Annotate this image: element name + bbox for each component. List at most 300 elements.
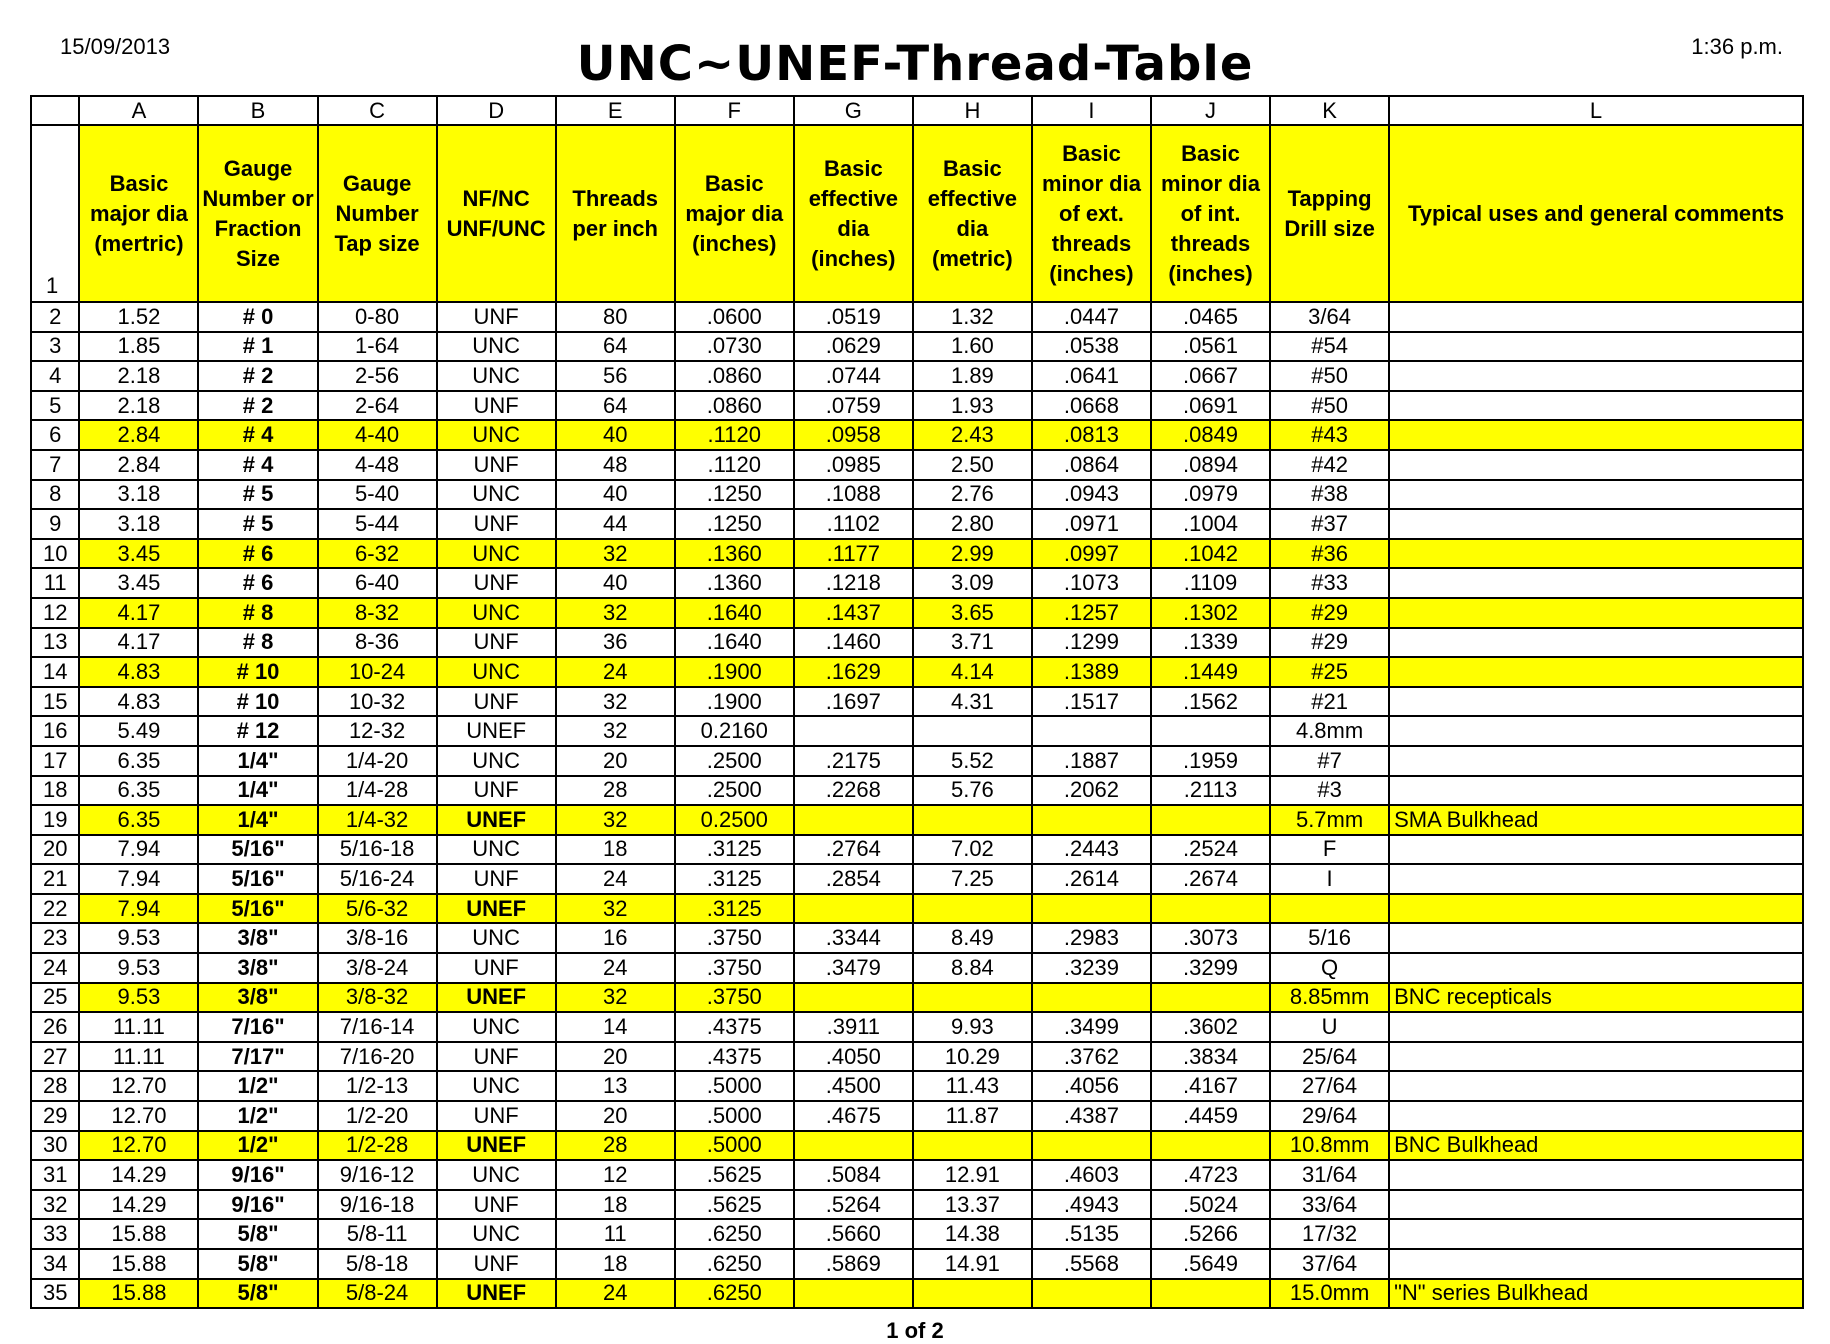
cell-tap-size[interactable]: 5/6-32 xyxy=(318,894,437,924)
cell-tapping-drill[interactable]: #43 xyxy=(1270,420,1389,450)
cell-thread-type[interactable]: UNC xyxy=(437,1219,556,1249)
cell-major-dia-inches[interactable]: .0860 xyxy=(675,361,794,391)
cell-effective-dia-inches[interactable]: .4675 xyxy=(794,1101,913,1131)
cell-minor-dia-int[interactable] xyxy=(1151,894,1270,924)
cell-comment[interactable] xyxy=(1389,716,1803,746)
cell-tpi[interactable]: 64 xyxy=(556,391,675,421)
cell-effective-dia-inches[interactable]: .5660 xyxy=(794,1219,913,1249)
cell-comment[interactable]: SMA Bulkhead xyxy=(1389,805,1803,835)
cell-major-dia-inches[interactable]: .6250 xyxy=(675,1279,794,1309)
cell-major-dia-metric[interactable]: 2.84 xyxy=(79,450,198,480)
cell-minor-dia-ext[interactable]: .1257 xyxy=(1032,598,1151,628)
cell-tapping-drill[interactable]: 10.8mm xyxy=(1270,1131,1389,1161)
cell-effective-dia-inches[interactable]: .0744 xyxy=(794,361,913,391)
cell-major-dia-metric[interactable]: 7.94 xyxy=(79,864,198,894)
cell-effective-dia-inches[interactable] xyxy=(794,1131,913,1161)
cell-thread-type[interactable]: UNF xyxy=(437,391,556,421)
column-header-h[interactable]: H xyxy=(913,96,1032,125)
row-number[interactable]: 13 xyxy=(31,628,79,658)
cell-tapping-drill[interactable]: #38 xyxy=(1270,480,1389,510)
cell-effective-dia-inches[interactable]: .2854 xyxy=(794,864,913,894)
cell-thread-type[interactable]: UNC xyxy=(437,361,556,391)
cell-tapping-drill[interactable]: #21 xyxy=(1270,687,1389,717)
cell-minor-dia-ext[interactable]: .0997 xyxy=(1032,539,1151,569)
cell-tapping-drill[interactable]: I xyxy=(1270,864,1389,894)
cell-tapping-drill[interactable] xyxy=(1270,894,1389,924)
cell-effective-dia-metric[interactable]: 7.25 xyxy=(913,864,1032,894)
row-number[interactable]: 14 xyxy=(31,657,79,687)
cell-gauge[interactable]: # 10 xyxy=(198,657,317,687)
cell-gauge[interactable]: 3/8" xyxy=(198,923,317,953)
cell-major-dia-metric[interactable]: 4.17 xyxy=(79,628,198,658)
cell-tapping-drill[interactable]: Q xyxy=(1270,953,1389,983)
cell-tap-size[interactable]: 1/4-32 xyxy=(318,805,437,835)
cell-tap-size[interactable]: 5/8-24 xyxy=(318,1279,437,1309)
cell-comment[interactable] xyxy=(1389,450,1803,480)
cell-minor-dia-int[interactable] xyxy=(1151,1279,1270,1309)
cell-thread-type[interactable]: UNEF xyxy=(437,983,556,1013)
label-threads-per-inch[interactable]: Threads per inch xyxy=(556,125,675,302)
label-effective-dia-metric[interactable]: Basic effective dia (metric) xyxy=(913,125,1032,302)
cell-effective-dia-metric[interactable]: 4.14 xyxy=(913,657,1032,687)
cell-minor-dia-int[interactable]: .1562 xyxy=(1151,687,1270,717)
column-header-f[interactable]: F xyxy=(675,96,794,125)
cell-major-dia-metric[interactable]: 14.29 xyxy=(79,1160,198,1190)
cell-tapping-drill[interactable]: #36 xyxy=(1270,539,1389,569)
cell-gauge[interactable]: # 10 xyxy=(198,687,317,717)
cell-comment[interactable] xyxy=(1389,1101,1803,1131)
cell-tpi[interactable]: 32 xyxy=(556,539,675,569)
cell-tap-size[interactable]: 2-64 xyxy=(318,391,437,421)
column-header-l[interactable]: L xyxy=(1389,96,1803,125)
column-header-b[interactable]: B xyxy=(198,96,317,125)
cell-minor-dia-ext[interactable]: .5135 xyxy=(1032,1219,1151,1249)
cell-effective-dia-inches[interactable]: .0629 xyxy=(794,332,913,362)
cell-tapping-drill[interactable]: 33/64 xyxy=(1270,1190,1389,1220)
cell-comment[interactable] xyxy=(1389,687,1803,717)
cell-major-dia-inches[interactable]: 0.2160 xyxy=(675,716,794,746)
cell-tpi[interactable]: 24 xyxy=(556,864,675,894)
cell-tap-size[interactable]: 6-32 xyxy=(318,539,437,569)
cell-major-dia-inches[interactable]: .6250 xyxy=(675,1219,794,1249)
cell-minor-dia-ext[interactable]: .3499 xyxy=(1032,1012,1151,1042)
cell-tpi[interactable]: 32 xyxy=(556,983,675,1013)
cell-effective-dia-inches[interactable]: .1088 xyxy=(794,480,913,510)
cell-minor-dia-int[interactable]: .1339 xyxy=(1151,628,1270,658)
cell-major-dia-inches[interactable]: .2500 xyxy=(675,776,794,806)
cell-gauge[interactable]: 3/8" xyxy=(198,983,317,1013)
cell-major-dia-metric[interactable]: 9.53 xyxy=(79,983,198,1013)
cell-minor-dia-ext[interactable]: .4387 xyxy=(1032,1101,1151,1131)
cell-thread-type[interactable]: UNEF xyxy=(437,1131,556,1161)
cell-tap-size[interactable]: 10-24 xyxy=(318,657,437,687)
cell-major-dia-inches[interactable]: .5000 xyxy=(675,1131,794,1161)
cell-minor-dia-int[interactable] xyxy=(1151,805,1270,835)
cell-comment[interactable] xyxy=(1389,391,1803,421)
cell-minor-dia-ext[interactable]: .4943 xyxy=(1032,1190,1151,1220)
cell-comment[interactable] xyxy=(1389,332,1803,362)
cell-tap-size[interactable]: 5-40 xyxy=(318,480,437,510)
label-gauge-number[interactable]: Gauge Number or Fraction Size xyxy=(198,125,317,302)
cell-tap-size[interactable]: 5/16-24 xyxy=(318,864,437,894)
cell-tpi[interactable]: 18 xyxy=(556,1249,675,1279)
cell-minor-dia-ext[interactable]: .1887 xyxy=(1032,746,1151,776)
cell-thread-type[interactable]: UNC xyxy=(437,1160,556,1190)
cell-tpi[interactable]: 11 xyxy=(556,1219,675,1249)
cell-effective-dia-metric[interactable]: 3.65 xyxy=(913,598,1032,628)
cell-tpi[interactable]: 14 xyxy=(556,1012,675,1042)
cell-thread-type[interactable]: UNC xyxy=(437,1071,556,1101)
cell-major-dia-inches[interactable]: .3750 xyxy=(675,953,794,983)
cell-tap-size[interactable]: 5-44 xyxy=(318,509,437,539)
cell-gauge[interactable]: # 8 xyxy=(198,598,317,628)
cell-tpi[interactable]: 28 xyxy=(556,1131,675,1161)
cell-major-dia-inches[interactable]: .3125 xyxy=(675,894,794,924)
cell-minor-dia-int[interactable]: .0465 xyxy=(1151,302,1270,332)
cell-tap-size[interactable]: 1/2-20 xyxy=(318,1101,437,1131)
row-number[interactable]: 16 xyxy=(31,716,79,746)
cell-minor-dia-ext[interactable] xyxy=(1032,1131,1151,1161)
cell-tapping-drill[interactable]: U xyxy=(1270,1012,1389,1042)
column-header-d[interactable]: D xyxy=(437,96,556,125)
cell-tap-size[interactable]: 5/16-18 xyxy=(318,835,437,865)
cell-comment[interactable]: "N" series Bulkhead xyxy=(1389,1279,1803,1309)
column-header-c[interactable]: C xyxy=(318,96,437,125)
cell-effective-dia-metric[interactable]: 1.89 xyxy=(913,361,1032,391)
cell-gauge[interactable]: 5/8" xyxy=(198,1279,317,1309)
cell-tapping-drill[interactable]: 25/64 xyxy=(1270,1042,1389,1072)
cell-comment[interactable] xyxy=(1389,1012,1803,1042)
cell-minor-dia-int[interactable]: .3602 xyxy=(1151,1012,1270,1042)
cell-tpi[interactable]: 36 xyxy=(556,628,675,658)
cell-gauge[interactable]: 5/16" xyxy=(198,894,317,924)
label-basic-major-dia-inches[interactable]: Basic major dia (inches) xyxy=(675,125,794,302)
cell-thread-type[interactable]: UNF xyxy=(437,1101,556,1131)
cell-tap-size[interactable]: 1/4-20 xyxy=(318,746,437,776)
cell-major-dia-inches[interactable]: .2500 xyxy=(675,746,794,776)
cell-major-dia-inches[interactable]: .1250 xyxy=(675,509,794,539)
cell-tpi[interactable]: 24 xyxy=(556,1279,675,1309)
cell-thread-type[interactable]: UNF xyxy=(437,628,556,658)
cell-tap-size[interactable]: 8-36 xyxy=(318,628,437,658)
cell-major-dia-inches[interactable]: .3750 xyxy=(675,923,794,953)
cell-gauge[interactable]: # 1 xyxy=(198,332,317,362)
cell-thread-type[interactable]: UNF xyxy=(437,687,556,717)
cell-tpi[interactable]: 12 xyxy=(556,1160,675,1190)
cell-thread-type[interactable]: UNF xyxy=(437,450,556,480)
cell-effective-dia-inches[interactable]: .3911 xyxy=(794,1012,913,1042)
cell-thread-type[interactable]: UNC xyxy=(437,539,556,569)
cell-effective-dia-inches[interactable]: .2764 xyxy=(794,835,913,865)
cell-minor-dia-int[interactable]: .3073 xyxy=(1151,923,1270,953)
cell-major-dia-inches[interactable]: .5000 xyxy=(675,1071,794,1101)
cell-tapping-drill[interactable]: 15.0mm xyxy=(1270,1279,1389,1309)
cell-major-dia-metric[interactable]: 15.88 xyxy=(79,1249,198,1279)
cell-effective-dia-metric[interactable]: 2.80 xyxy=(913,509,1032,539)
cell-minor-dia-ext[interactable]: .0641 xyxy=(1032,361,1151,391)
cell-minor-dia-int[interactable]: .0849 xyxy=(1151,420,1270,450)
row-number[interactable]: 22 xyxy=(31,894,79,924)
cell-thread-type[interactable]: UNEF xyxy=(437,805,556,835)
row-number[interactable]: 10 xyxy=(31,539,79,569)
cell-major-dia-metric[interactable]: 4.17 xyxy=(79,598,198,628)
cell-effective-dia-inches[interactable]: .3344 xyxy=(794,923,913,953)
cell-effective-dia-inches[interactable] xyxy=(794,1279,913,1309)
cell-thread-type[interactable]: UNF xyxy=(437,1042,556,1072)
cell-minor-dia-ext[interactable]: .5568 xyxy=(1032,1249,1151,1279)
cell-minor-dia-int[interactable]: .0894 xyxy=(1151,450,1270,480)
cell-gauge[interactable]: # 2 xyxy=(198,361,317,391)
cell-tapping-drill[interactable]: 3/64 xyxy=(1270,302,1389,332)
row-number[interactable]: 30 xyxy=(31,1131,79,1161)
cell-effective-dia-metric[interactable]: 1.93 xyxy=(913,391,1032,421)
cell-major-dia-metric[interactable]: 4.83 xyxy=(79,657,198,687)
cell-comment[interactable] xyxy=(1389,894,1803,924)
cell-minor-dia-ext[interactable]: .1299 xyxy=(1032,628,1151,658)
cell-comment[interactable] xyxy=(1389,923,1803,953)
cell-minor-dia-ext[interactable]: .2062 xyxy=(1032,776,1151,806)
cell-effective-dia-metric[interactable]: 2.76 xyxy=(913,480,1032,510)
row-number[interactable]: 25 xyxy=(31,983,79,1013)
cell-effective-dia-metric[interactable] xyxy=(913,983,1032,1013)
cell-comment[interactable] xyxy=(1389,953,1803,983)
cell-thread-type[interactable]: UNF xyxy=(437,864,556,894)
cell-major-dia-inches[interactable]: .4375 xyxy=(675,1012,794,1042)
cell-effective-dia-inches[interactable]: .2175 xyxy=(794,746,913,776)
cell-effective-dia-inches[interactable]: .1460 xyxy=(794,628,913,658)
cell-minor-dia-int[interactable]: .0667 xyxy=(1151,361,1270,391)
cell-minor-dia-ext[interactable]: .3239 xyxy=(1032,953,1151,983)
cell-gauge[interactable]: # 5 xyxy=(198,480,317,510)
cell-effective-dia-metric[interactable] xyxy=(913,1279,1032,1309)
cell-major-dia-inches[interactable]: .1120 xyxy=(675,420,794,450)
cell-minor-dia-int[interactable]: .5024 xyxy=(1151,1190,1270,1220)
column-header-a[interactable]: A xyxy=(79,96,198,125)
cell-thread-type[interactable]: UNF xyxy=(437,953,556,983)
cell-tapping-drill[interactable]: 27/64 xyxy=(1270,1071,1389,1101)
cell-effective-dia-metric[interactable]: 8.49 xyxy=(913,923,1032,953)
cell-gauge[interactable]: # 5 xyxy=(198,509,317,539)
cell-thread-type[interactable]: UNF xyxy=(437,568,556,598)
cell-major-dia-inches[interactable]: .1120 xyxy=(675,450,794,480)
row-number[interactable]: 29 xyxy=(31,1101,79,1131)
cell-minor-dia-ext[interactable]: .0447 xyxy=(1032,302,1151,332)
cell-major-dia-inches[interactable]: .0860 xyxy=(675,391,794,421)
cell-major-dia-inches[interactable]: .1640 xyxy=(675,628,794,658)
cell-effective-dia-metric[interactable]: 10.29 xyxy=(913,1042,1032,1072)
row-number[interactable]: 35 xyxy=(31,1279,79,1309)
row-number[interactable]: 20 xyxy=(31,835,79,865)
row-number[interactable]: 17 xyxy=(31,746,79,776)
cell-minor-dia-int[interactable]: .3299 xyxy=(1151,953,1270,983)
cell-tpi[interactable]: 40 xyxy=(556,420,675,450)
cell-major-dia-metric[interactable]: 1.85 xyxy=(79,332,198,362)
cell-comment[interactable] xyxy=(1389,835,1803,865)
cell-major-dia-metric[interactable]: 15.88 xyxy=(79,1219,198,1249)
cell-gauge[interactable]: # 2 xyxy=(198,391,317,421)
cell-effective-dia-inches[interactable]: .4500 xyxy=(794,1071,913,1101)
cell-major-dia-metric[interactable]: 1.52 xyxy=(79,302,198,332)
label-effective-dia-inches[interactable]: Basic effective dia (inches) xyxy=(794,125,913,302)
cell-effective-dia-inches[interactable]: .1177 xyxy=(794,539,913,569)
cell-minor-dia-int[interactable]: .2524 xyxy=(1151,835,1270,865)
cell-minor-dia-ext[interactable]: .4056 xyxy=(1032,1071,1151,1101)
row-number[interactable]: 28 xyxy=(31,1071,79,1101)
cell-minor-dia-ext[interactable]: .0971 xyxy=(1032,509,1151,539)
cell-minor-dia-int[interactable]: .5266 xyxy=(1151,1219,1270,1249)
cell-tapping-drill[interactable]: #29 xyxy=(1270,598,1389,628)
cell-tap-size[interactable]: 5/8-18 xyxy=(318,1249,437,1279)
cell-gauge[interactable]: # 6 xyxy=(198,568,317,598)
cell-major-dia-inches[interactable]: .1900 xyxy=(675,687,794,717)
label-thread-type[interactable]: NF/NC UNF/UNC xyxy=(437,125,556,302)
cell-comment[interactable]: BNC Bulkhead xyxy=(1389,1131,1803,1161)
cell-comment[interactable] xyxy=(1389,1219,1803,1249)
cell-tpi[interactable]: 56 xyxy=(556,361,675,391)
cell-gauge[interactable]: # 6 xyxy=(198,539,317,569)
cell-major-dia-metric[interactable]: 7.94 xyxy=(79,894,198,924)
cell-comment[interactable] xyxy=(1389,628,1803,658)
row-number[interactable]: 2 xyxy=(31,302,79,332)
cell-tap-size[interactable]: 8-32 xyxy=(318,598,437,628)
cell-tapping-drill[interactable]: 8.85mm xyxy=(1270,983,1389,1013)
cell-tpi[interactable]: 20 xyxy=(556,1101,675,1131)
cell-thread-type[interactable]: UNEF xyxy=(437,1279,556,1309)
cell-tpi[interactable]: 32 xyxy=(556,716,675,746)
cell-minor-dia-ext[interactable] xyxy=(1032,716,1151,746)
cell-tapping-drill[interactable]: #33 xyxy=(1270,568,1389,598)
cell-tap-size[interactable]: 12-32 xyxy=(318,716,437,746)
cell-gauge[interactable]: 1/4" xyxy=(198,776,317,806)
cell-tapping-drill[interactable]: F xyxy=(1270,835,1389,865)
cell-tpi[interactable]: 13 xyxy=(556,1071,675,1101)
row-number[interactable]: 33 xyxy=(31,1219,79,1249)
cell-comment[interactable]: BNC recepticals xyxy=(1389,983,1803,1013)
cell-effective-dia-metric[interactable]: 5.52 xyxy=(913,746,1032,776)
cell-minor-dia-int[interactable]: .0691 xyxy=(1151,391,1270,421)
cell-tpi[interactable]: 32 xyxy=(556,598,675,628)
cell-tapping-drill[interactable]: 17/32 xyxy=(1270,1219,1389,1249)
row-number[interactable]: 26 xyxy=(31,1012,79,1042)
cell-major-dia-metric[interactable]: 2.84 xyxy=(79,420,198,450)
cell-tap-size[interactable]: 1-64 xyxy=(318,332,437,362)
cell-major-dia-metric[interactable]: 2.18 xyxy=(79,391,198,421)
cell-gauge[interactable]: 1/2" xyxy=(198,1131,317,1161)
cell-tpi[interactable]: 32 xyxy=(556,894,675,924)
row-number[interactable]: 12 xyxy=(31,598,79,628)
cell-effective-dia-metric[interactable]: 14.91 xyxy=(913,1249,1032,1279)
cell-effective-dia-metric[interactable]: 3.09 xyxy=(913,568,1032,598)
cell-major-dia-metric[interactable]: 3.18 xyxy=(79,509,198,539)
cell-gauge[interactable]: 1/2" xyxy=(198,1071,317,1101)
cell-tpi[interactable]: 28 xyxy=(556,776,675,806)
row-number[interactable]: 5 xyxy=(31,391,79,421)
row-number[interactable]: 15 xyxy=(31,687,79,717)
label-tap-size[interactable]: Gauge Number Tap size xyxy=(318,125,437,302)
cell-effective-dia-metric[interactable]: 5.76 xyxy=(913,776,1032,806)
cell-major-dia-inches[interactable]: .0600 xyxy=(675,302,794,332)
cell-minor-dia-ext[interactable] xyxy=(1032,983,1151,1013)
cell-tpi[interactable]: 40 xyxy=(556,568,675,598)
cell-comment[interactable] xyxy=(1389,302,1803,332)
cell-minor-dia-int[interactable]: .0979 xyxy=(1151,480,1270,510)
cell-minor-dia-ext[interactable] xyxy=(1032,1279,1151,1309)
cell-comment[interactable] xyxy=(1389,1190,1803,1220)
cell-comment[interactable] xyxy=(1389,1071,1803,1101)
row-number[interactable]: 24 xyxy=(31,953,79,983)
column-header-e[interactable]: E xyxy=(556,96,675,125)
cell-comment[interactable] xyxy=(1389,746,1803,776)
cell-tapping-drill[interactable]: #50 xyxy=(1270,391,1389,421)
cell-tapping-drill[interactable]: 4.8mm xyxy=(1270,716,1389,746)
cell-effective-dia-metric[interactable]: 11.87 xyxy=(913,1101,1032,1131)
row-number[interactable]: 32 xyxy=(31,1190,79,1220)
cell-major-dia-inches[interactable]: .3125 xyxy=(675,864,794,894)
cell-comment[interactable] xyxy=(1389,420,1803,450)
cell-tap-size[interactable]: 10-32 xyxy=(318,687,437,717)
cell-major-dia-metric[interactable]: 7.94 xyxy=(79,835,198,865)
cell-minor-dia-int[interactable]: .4167 xyxy=(1151,1071,1270,1101)
cell-tpi[interactable]: 18 xyxy=(556,835,675,865)
cell-thread-type[interactable]: UNC xyxy=(437,657,556,687)
row-number[interactable]: 34 xyxy=(31,1249,79,1279)
cell-gauge[interactable]: # 4 xyxy=(198,420,317,450)
cell-effective-dia-metric[interactable] xyxy=(913,805,1032,835)
cell-gauge[interactable]: 1/4" xyxy=(198,805,317,835)
cell-minor-dia-ext[interactable]: .4603 xyxy=(1032,1160,1151,1190)
cell-tap-size[interactable]: 7/16-20 xyxy=(318,1042,437,1072)
cell-tap-size[interactable]: 3/8-24 xyxy=(318,953,437,983)
cell-major-dia-inches[interactable]: .1900 xyxy=(675,657,794,687)
cell-minor-dia-ext[interactable] xyxy=(1032,894,1151,924)
cell-comment[interactable] xyxy=(1389,1042,1803,1072)
cell-tpi[interactable]: 20 xyxy=(556,1042,675,1072)
cell-minor-dia-int[interactable] xyxy=(1151,716,1270,746)
column-header-i[interactable]: I xyxy=(1032,96,1151,125)
cell-effective-dia-metric[interactable]: 1.32 xyxy=(913,302,1032,332)
cell-major-dia-metric[interactable]: 2.18 xyxy=(79,361,198,391)
cell-comment[interactable] xyxy=(1389,539,1803,569)
cell-minor-dia-ext[interactable]: .1389 xyxy=(1032,657,1151,687)
cell-tapping-drill[interactable]: 31/64 xyxy=(1270,1160,1389,1190)
cell-tapping-drill[interactable]: #29 xyxy=(1270,628,1389,658)
cell-major-dia-inches[interactable]: .5625 xyxy=(675,1190,794,1220)
row-number[interactable]: 23 xyxy=(31,923,79,953)
cell-effective-dia-metric[interactable]: 8.84 xyxy=(913,953,1032,983)
cell-major-dia-metric[interactable]: 3.45 xyxy=(79,568,198,598)
cell-minor-dia-ext[interactable]: .0668 xyxy=(1032,391,1151,421)
cell-major-dia-metric[interactable]: 12.70 xyxy=(79,1131,198,1161)
cell-effective-dia-metric[interactable]: 7.02 xyxy=(913,835,1032,865)
cell-effective-dia-metric[interactable]: 9.93 xyxy=(913,1012,1032,1042)
cell-minor-dia-int[interactable]: .2113 xyxy=(1151,776,1270,806)
label-tapping-drill[interactable]: Tapping Drill size xyxy=(1270,125,1389,302)
cell-effective-dia-metric[interactable] xyxy=(913,894,1032,924)
cell-tpi[interactable]: 64 xyxy=(556,332,675,362)
cell-thread-type[interactable]: UNC xyxy=(437,923,556,953)
cell-tap-size[interactable]: 1/2-28 xyxy=(318,1131,437,1161)
cell-major-dia-inches[interactable]: .3750 xyxy=(675,983,794,1013)
cell-gauge[interactable]: 5/16" xyxy=(198,864,317,894)
cell-major-dia-metric[interactable]: 6.35 xyxy=(79,805,198,835)
cell-minor-dia-int[interactable]: .4459 xyxy=(1151,1101,1270,1131)
cell-minor-dia-ext[interactable] xyxy=(1032,805,1151,835)
cell-major-dia-inches[interactable]: .5625 xyxy=(675,1160,794,1190)
cell-tap-size[interactable]: 9/16-18 xyxy=(318,1190,437,1220)
cell-tap-size[interactable]: 1/2-13 xyxy=(318,1071,437,1101)
cell-effective-dia-inches[interactable]: .2268 xyxy=(794,776,913,806)
label-minor-dia-int[interactable]: Basic minor dia of int. threads (inches) xyxy=(1151,125,1270,302)
